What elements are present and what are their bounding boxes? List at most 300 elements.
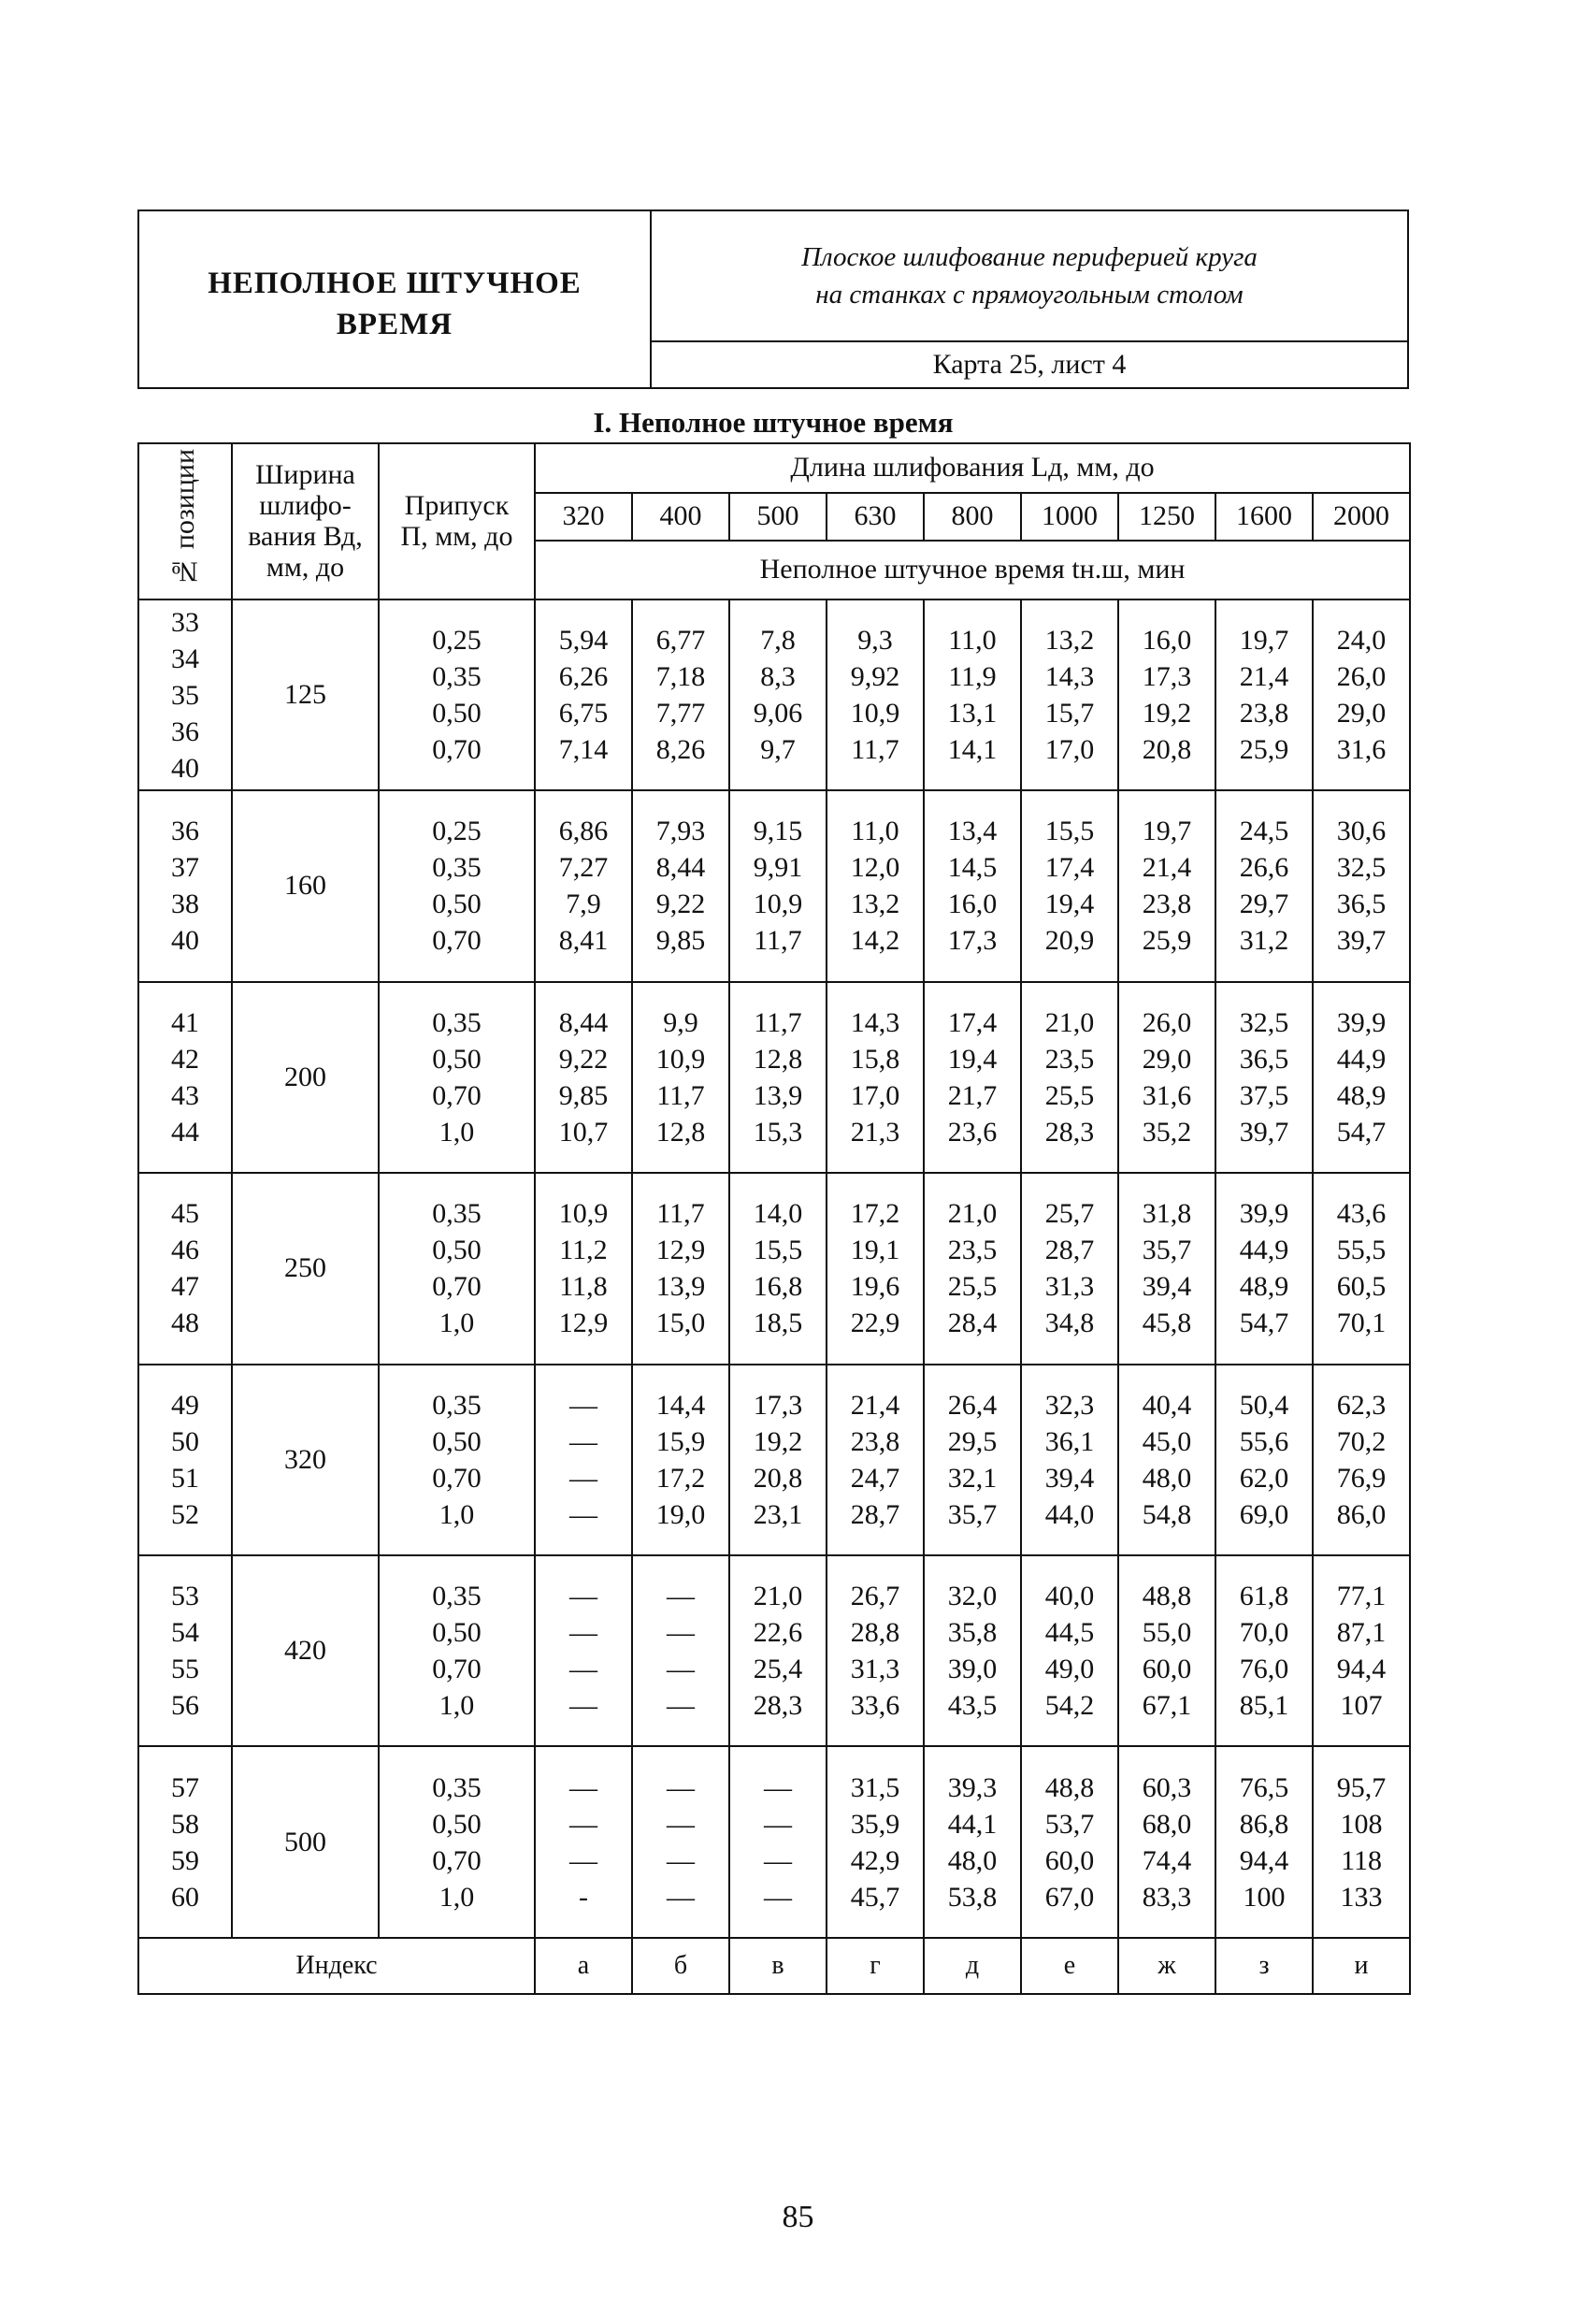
positions-cell <box>138 1746 232 1937</box>
length-630: 630 <box>827 493 924 541</box>
time-value: — <box>569 1389 597 1421</box>
time-value: 7,9 <box>566 888 601 920</box>
time-value: 31,2 <box>1239 925 1289 957</box>
allowance-value: 0,70 <box>432 1654 482 1685</box>
time-value: 11,7 <box>656 1198 705 1230</box>
table-row <box>138 600 1410 790</box>
time-value: 14,3 <box>1044 661 1095 693</box>
time-value: 31,8 <box>1142 1198 1192 1230</box>
time-value: — <box>569 1581 597 1612</box>
time-value: 44,1 <box>947 1808 998 1840</box>
time-value: - <box>579 1881 588 1913</box>
time-value: 69,0 <box>1239 1498 1289 1530</box>
time-value: 19,4 <box>947 1043 998 1075</box>
time-value: 39,0 <box>947 1654 998 1685</box>
allowance-value: 0,50 <box>432 1617 482 1649</box>
allowance-value: 0,50 <box>432 698 482 730</box>
card-header <box>137 209 1409 389</box>
time-value: 23,1 <box>753 1498 803 1530</box>
time-value: 76,9 <box>1336 1462 1387 1494</box>
allowance-value: 1,0 <box>439 1307 475 1339</box>
index-letter: е <box>1021 1938 1118 1994</box>
time-value: 55,6 <box>1239 1425 1289 1457</box>
time-value: 22,6 <box>753 1617 803 1649</box>
time-value: 11,7 <box>754 1006 802 1038</box>
time-value: 35,7 <box>1142 1235 1192 1266</box>
table-row <box>138 1746 1410 1937</box>
time-value: 16,0 <box>947 888 998 920</box>
time-value: 83,3 <box>1142 1881 1192 1913</box>
time-value: 9,22 <box>558 1043 609 1075</box>
time-value: 21,3 <box>850 1116 900 1148</box>
position-number: 60 <box>171 1881 199 1913</box>
time-values-cell <box>729 1173 827 1364</box>
time-value: 28,7 <box>1044 1235 1095 1266</box>
time-values-cell <box>924 982 1021 1173</box>
time-value: 26,6 <box>1239 852 1289 884</box>
time-value: 11,7 <box>754 925 802 957</box>
position-number: 41 <box>171 1006 199 1038</box>
time-values-cell <box>1021 1173 1118 1364</box>
position-number: 51 <box>171 1462 199 1494</box>
time-value: 11,8 <box>559 1271 608 1303</box>
time-values-cell <box>827 1746 924 1937</box>
length-320: 320 <box>535 493 632 541</box>
time-value: 9,92 <box>850 661 900 693</box>
width-cell: 125 <box>232 600 379 790</box>
time-value: 25,4 <box>753 1654 803 1685</box>
allowances-cell <box>379 790 535 981</box>
time-value: 15,5 <box>1044 816 1095 847</box>
time-value: 108 <box>1340 1808 1383 1840</box>
time-values-cell <box>632 1365 729 1555</box>
time-value: 26,0 <box>1142 1006 1192 1038</box>
time-value: 48,0 <box>947 1844 998 1876</box>
length-1000: 1000 <box>1021 493 1118 541</box>
time-value: — <box>667 1771 695 1803</box>
position-number: 56 <box>171 1690 199 1722</box>
positions-cell <box>138 1173 232 1364</box>
allowance-value: 1,0 <box>439 1116 475 1148</box>
time-value: 60,3 <box>1142 1771 1192 1803</box>
time-value: 54,7 <box>1239 1307 1289 1339</box>
length-1600: 1600 <box>1215 493 1313 541</box>
position-number: 44 <box>171 1116 199 1148</box>
allowance-value: 0,35 <box>432 661 482 693</box>
time-values-cell <box>827 1365 924 1555</box>
position-number: 36 <box>171 715 199 747</box>
time-value: 8,44 <box>558 1006 609 1038</box>
time-values-cell <box>1021 600 1118 790</box>
time-values-cell <box>1215 1365 1313 1555</box>
time-values-cell <box>729 790 827 981</box>
allowances-cell <box>379 600 535 790</box>
time-value: 9,91 <box>753 852 803 884</box>
allowances-cell <box>379 1365 535 1555</box>
time-value: 25,9 <box>1239 734 1289 766</box>
allowance-value: 0,70 <box>432 734 482 766</box>
time-value: 7,77 <box>655 698 706 730</box>
time-values-cell <box>632 600 729 790</box>
index-letter: б <box>632 1938 729 1994</box>
time-values-cell <box>535 1173 632 1364</box>
page-number: 85 <box>782 2200 814 2234</box>
time-value: 19,4 <box>1044 888 1095 920</box>
time-value: 19,6 <box>850 1271 900 1303</box>
index-letter: г <box>827 1938 924 1994</box>
time-values-cell <box>827 600 924 790</box>
time-value: 39,9 <box>1336 1006 1387 1038</box>
time-value: 67,1 <box>1142 1690 1192 1722</box>
time-value: — <box>764 1771 792 1803</box>
table-row <box>138 1365 1410 1555</box>
time-value: 21,7 <box>947 1079 998 1111</box>
time-value: 10,9 <box>753 888 803 920</box>
time-value: 54,2 <box>1044 1690 1095 1722</box>
time-values-cell <box>729 982 827 1173</box>
time-value: 17,0 <box>1044 734 1095 766</box>
time-value: — <box>764 1808 792 1840</box>
index-label: Индекс <box>138 1938 535 1994</box>
time-values-cell <box>1215 790 1313 981</box>
time-header: Неполное штучное время tн.ш, мин <box>535 541 1410 600</box>
time-value: 31,3 <box>850 1654 900 1685</box>
width-cell: 500 <box>232 1746 379 1937</box>
position-number: 57 <box>171 1771 199 1803</box>
time-value: 10,7 <box>558 1116 609 1148</box>
width-header: Ширина шлифо- вания Вд, мм, до <box>232 443 379 600</box>
length-400: 400 <box>632 493 729 541</box>
time-value: 14,3 <box>850 1006 900 1038</box>
time-value: 21,4 <box>1239 661 1289 693</box>
position-number: 58 <box>171 1808 199 1840</box>
time-value: 12,8 <box>753 1043 803 1075</box>
time-values-cell <box>1118 1365 1215 1555</box>
allowance-value: 0,25 <box>432 816 482 847</box>
position-number: 33 <box>171 606 199 638</box>
time-value: 16,8 <box>753 1271 803 1303</box>
time-values-cell <box>924 1173 1021 1364</box>
time-value: 42,9 <box>850 1844 900 1876</box>
time-value: 12,9 <box>655 1235 706 1266</box>
time-value: 70,1 <box>1336 1307 1387 1339</box>
time-value: 77,1 <box>1336 1581 1387 1612</box>
allowance-value: 0,50 <box>432 1043 482 1075</box>
time-value: 5,94 <box>558 625 609 657</box>
time-value: 11,2 <box>559 1235 608 1266</box>
time-value: 48,9 <box>1336 1079 1387 1111</box>
title-line-1: НЕПОЛНОЕ ШТУЧНОЕ <box>208 267 582 300</box>
time-values-cell <box>729 1555 827 1746</box>
time-value: 8,26 <box>655 734 706 766</box>
time-value: 11,9 <box>948 661 997 693</box>
time-value: 23,8 <box>1142 888 1192 920</box>
time-value: 19,2 <box>753 1425 803 1457</box>
time-value: 15,9 <box>655 1425 706 1457</box>
time-value: 44,5 <box>1044 1617 1095 1649</box>
time-value: 13,2 <box>1044 625 1095 657</box>
time-value: 23,8 <box>850 1425 900 1457</box>
position-number: 37 <box>171 852 199 884</box>
time-value: 31,3 <box>1044 1271 1095 1303</box>
index-letter: з <box>1215 1938 1313 1994</box>
time-value: 17,2 <box>655 1462 706 1494</box>
time-value: 24,7 <box>850 1462 900 1494</box>
time-value: 9,9 <box>663 1006 698 1038</box>
time-value: 29,5 <box>947 1425 998 1457</box>
time-value: 12,0 <box>850 852 900 884</box>
time-value: 39,4 <box>1044 1462 1095 1494</box>
position-number: 38 <box>171 888 199 920</box>
time-value: 49,0 <box>1044 1654 1095 1685</box>
time-value: 39,9 <box>1239 1198 1289 1230</box>
index-letter: и <box>1313 1938 1410 1994</box>
time-value: 55,0 <box>1142 1617 1192 1649</box>
time-value: 32,3 <box>1044 1389 1095 1421</box>
time-value: 14,0 <box>753 1198 803 1230</box>
length-2000: 2000 <box>1313 493 1410 541</box>
header-row-1 <box>138 443 1410 493</box>
position-number: 55 <box>171 1654 199 1685</box>
time-value: 16,0 <box>1142 625 1192 657</box>
time-value: 50,4 <box>1239 1389 1289 1421</box>
time-value: 17,4 <box>1044 852 1095 884</box>
time-value: 11,7 <box>851 734 899 766</box>
time-values-cell <box>1313 982 1410 1173</box>
time-value: 20,8 <box>753 1462 803 1494</box>
allowances-cell <box>379 1555 535 1746</box>
time-value: — <box>667 1581 695 1612</box>
time-value: 39,7 <box>1239 1116 1289 1148</box>
time-values-cell <box>632 1555 729 1746</box>
positions-cell <box>138 600 232 790</box>
time-values-cell <box>1215 1173 1313 1364</box>
time-values-cell <box>1021 982 1118 1173</box>
time-value: 48,8 <box>1142 1581 1192 1612</box>
position-number: 49 <box>171 1389 199 1421</box>
time-value: 35,9 <box>850 1808 900 1840</box>
time-value: 19,7 <box>1239 625 1289 657</box>
time-value: 53,8 <box>947 1881 998 1913</box>
positions-cell <box>138 1555 232 1746</box>
time-value: 12,8 <box>655 1116 706 1148</box>
time-values-cell <box>729 1365 827 1555</box>
time-value: 36,5 <box>1239 1043 1289 1075</box>
time-value: 6,75 <box>558 698 609 730</box>
time-value: 24,5 <box>1239 816 1289 847</box>
time-values-cell <box>827 982 924 1173</box>
allowance-value: 0,35 <box>432 1771 482 1803</box>
time-values-cell <box>1118 1173 1215 1364</box>
position-header: № позиции <box>138 443 232 600</box>
time-value: 37,5 <box>1239 1079 1289 1111</box>
allowance-value: 0,50 <box>432 1808 482 1840</box>
time-values-cell <box>1021 790 1118 981</box>
time-value: 15,3 <box>753 1116 803 1148</box>
time-value: 13,9 <box>753 1079 803 1111</box>
length-1250: 1250 <box>1118 493 1215 541</box>
positions-cell <box>138 790 232 981</box>
time-value: 14,4 <box>655 1389 706 1421</box>
time-value: 28,3 <box>753 1690 803 1722</box>
time-values-cell <box>1021 1746 1118 1937</box>
time-value: 9,7 <box>760 734 796 766</box>
allowance-value: 0,25 <box>432 625 482 657</box>
time-value: 12,9 <box>558 1307 609 1339</box>
allowance-value: 0,50 <box>432 1235 482 1266</box>
time-value: 68,0 <box>1142 1808 1192 1840</box>
time-value: 23,5 <box>947 1235 998 1266</box>
time-value: 25,7 <box>1044 1198 1095 1230</box>
time-value: 8,41 <box>558 925 609 957</box>
allowances-cell <box>379 1173 535 1364</box>
time-value: — <box>569 1771 597 1803</box>
positions-cell <box>138 982 232 1173</box>
time-value: 67,0 <box>1044 1881 1095 1913</box>
time-values-cell <box>1118 600 1215 790</box>
time-value: 32,5 <box>1336 852 1387 884</box>
time-value: 35,8 <box>947 1617 998 1649</box>
time-value: 6,86 <box>558 816 609 847</box>
time-value: 9,85 <box>655 925 706 957</box>
time-value: 17,0 <box>850 1079 900 1111</box>
time-value: 48,9 <box>1239 1271 1289 1303</box>
time-value: 17,3 <box>947 925 998 957</box>
allowance-value: 0,35 <box>432 1198 482 1230</box>
time-value: 24,0 <box>1336 625 1387 657</box>
width-cell: 320 <box>232 1365 379 1555</box>
time-values-cell <box>827 790 924 981</box>
time-value: 43,6 <box>1336 1198 1387 1230</box>
time-value: 26,4 <box>947 1389 998 1421</box>
time-value: 11,7 <box>656 1079 705 1111</box>
time-values-cell <box>535 1365 632 1555</box>
time-value: 25,5 <box>947 1271 998 1303</box>
time-value: 35,7 <box>947 1498 998 1530</box>
time-value: 6,26 <box>558 661 609 693</box>
time-value: 20,8 <box>1142 734 1192 766</box>
time-value: 23,8 <box>1239 698 1289 730</box>
time-value: 10,9 <box>850 698 900 730</box>
time-value: — <box>569 1498 597 1530</box>
time-values-cell <box>924 1555 1021 1746</box>
time-value: 9,22 <box>655 888 706 920</box>
card-number: Карта 25, лист 4 <box>932 349 1127 380</box>
time-value: 76,0 <box>1239 1654 1289 1685</box>
time-value: 32,1 <box>947 1462 998 1494</box>
position-number: 47 <box>171 1271 199 1303</box>
time-value: 44,9 <box>1336 1043 1387 1075</box>
time-value: — <box>667 1844 695 1876</box>
time-table <box>137 442 1411 1995</box>
time-values-cell <box>1215 600 1313 790</box>
allowances-cell <box>379 982 535 1173</box>
time-value: 87,1 <box>1336 1617 1387 1649</box>
table-row <box>138 790 1410 981</box>
time-value: 39,7 <box>1336 925 1387 957</box>
allowance-value: 1,0 <box>439 1881 475 1913</box>
time-value: 29,0 <box>1336 698 1387 730</box>
time-values-cell <box>924 1746 1021 1937</box>
position-number: 45 <box>171 1198 199 1230</box>
time-value: 54,7 <box>1336 1116 1387 1148</box>
time-value: 94,4 <box>1239 1844 1289 1876</box>
table-row <box>138 1173 1410 1364</box>
position-number: 40 <box>171 752 199 784</box>
time-value: 8,3 <box>760 661 796 693</box>
time-value: 100 <box>1243 1881 1286 1913</box>
time-value: 45,7 <box>850 1881 900 1913</box>
position-number: 35 <box>171 679 199 711</box>
time-value: 9,3 <box>857 625 893 657</box>
time-value: 7,14 <box>558 734 609 766</box>
length-800: 800 <box>924 493 1021 541</box>
time-values-cell <box>535 790 632 981</box>
time-value: — <box>569 1617 597 1649</box>
time-value: 11,0 <box>851 816 899 847</box>
time-value: 31,6 <box>1336 734 1387 766</box>
time-value: 36,5 <box>1336 888 1387 920</box>
time-values-cell <box>1021 1365 1118 1555</box>
time-value: 70,2 <box>1336 1425 1387 1457</box>
position-number: 42 <box>171 1043 199 1075</box>
index-letter: а <box>535 1938 632 1994</box>
time-value: 13,9 <box>655 1271 706 1303</box>
time-value: 13,2 <box>850 888 900 920</box>
time-value: 19,1 <box>850 1235 900 1266</box>
time-values-cell <box>924 600 1021 790</box>
time-value: 13,1 <box>947 698 998 730</box>
positions-cell <box>138 1365 232 1555</box>
time-value: 28,3 <box>1044 1116 1095 1148</box>
time-value: 118 <box>1341 1844 1382 1876</box>
time-values-cell <box>1313 790 1410 981</box>
time-value: 53,7 <box>1044 1808 1095 1840</box>
time-value: 43,5 <box>947 1690 998 1722</box>
time-value: 31,5 <box>850 1771 900 1803</box>
time-values-cell <box>535 600 632 790</box>
time-value: 33,6 <box>850 1690 900 1722</box>
time-value: 26,7 <box>850 1581 900 1612</box>
time-value: 31,6 <box>1142 1079 1192 1111</box>
time-value: 7,8 <box>760 625 796 657</box>
operation-line-2: на станках с прямоугольным столом <box>815 280 1244 310</box>
time-value: 21,0 <box>753 1581 803 1612</box>
time-value: 25,9 <box>1142 925 1192 957</box>
allowance-value: 0,70 <box>432 1079 482 1111</box>
time-values-cell <box>729 1746 827 1937</box>
time-values-cell <box>632 1173 729 1364</box>
width-cell: 250 <box>232 1173 379 1364</box>
position-number: 46 <box>171 1235 199 1266</box>
time-value: 7,93 <box>655 816 706 847</box>
time-value: 107 <box>1340 1690 1383 1722</box>
time-value: 95,7 <box>1336 1771 1387 1803</box>
header-operation <box>652 211 1407 342</box>
index-letter: д <box>924 1938 1021 1994</box>
allowance-value: 0,35 <box>432 1006 482 1038</box>
time-value: 44,0 <box>1044 1498 1095 1530</box>
time-value: 30,6 <box>1336 816 1387 847</box>
time-value: 19,0 <box>655 1498 706 1530</box>
time-value: 21,4 <box>850 1389 900 1421</box>
time-values-cell <box>1215 1746 1313 1937</box>
allowance-value: 0,70 <box>432 1271 482 1303</box>
time-value: 8,44 <box>655 852 706 884</box>
length-500: 500 <box>729 493 827 541</box>
allowance-value: 0,50 <box>432 888 482 920</box>
time-value: 55,5 <box>1336 1235 1387 1266</box>
